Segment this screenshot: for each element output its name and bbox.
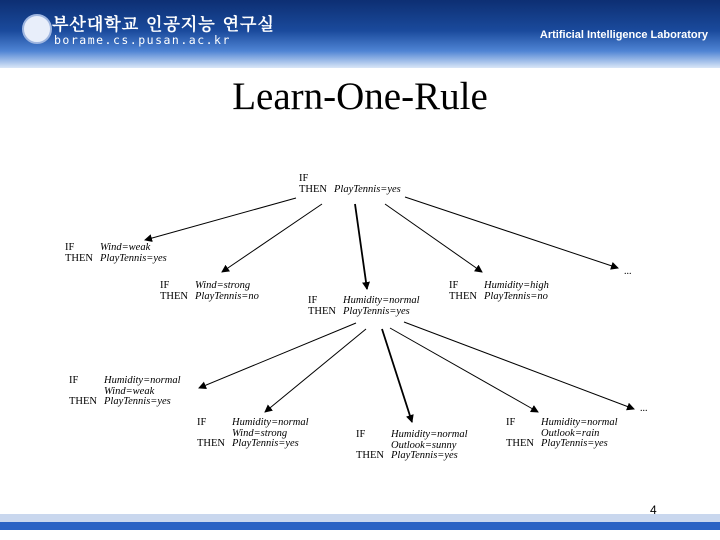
rule-node-hn-wind-strong: [197, 418, 309, 450]
footer-rule: [0, 514, 720, 522]
edge-hn-wind-weak: [199, 323, 356, 388]
rule-node-root: [299, 174, 401, 195]
edge-hn-wind-strong: [265, 329, 366, 412]
if-keyword: IF: [197, 417, 207, 428]
then-keyword: THEN: [299, 183, 327, 195]
rule-conclusion: PlayTennis=yes: [541, 438, 608, 449]
rule-conclusion: PlayTennis=no: [195, 290, 259, 302]
rule-condition: Wind=strong: [195, 280, 251, 291]
edge-root-more: [405, 197, 618, 268]
more-rules-ellipsis: ...: [640, 403, 648, 414]
page-number: 4: [650, 503, 657, 517]
edge-hn-outlook-rain: [390, 328, 538, 412]
rule-conclusion: PlayTennis=no: [484, 290, 548, 302]
then-keyword: THEN: [506, 438, 534, 449]
rule-condition: Humidity=normal: [541, 417, 618, 428]
rule-condition-extra: Outlook=rain: [541, 427, 600, 439]
rule-condition: Humidity=high: [484, 280, 549, 291]
rule-condition: Humidity=normal: [104, 375, 181, 386]
slide-title: Learn-One-Rule: [232, 75, 488, 118]
rule-node-hn-wind-weak: [69, 376, 181, 408]
if-keyword: IF: [65, 242, 75, 253]
university-name: 부산대학교 인공지능 연구실: [52, 15, 275, 35]
edge-hn-more: [404, 322, 634, 409]
if-keyword: IF: [69, 375, 79, 386]
rule-conclusion: PlayTennis=yes: [232, 438, 299, 449]
then-keyword: THEN: [308, 305, 336, 317]
if-keyword: IF: [299, 173, 309, 184]
if-keyword: IF: [160, 280, 170, 291]
more-rules-ellipsis: ...: [624, 266, 632, 277]
rule-condition: Humidity=normal: [343, 295, 420, 306]
rule-node-humidity-high: [449, 281, 549, 302]
rule-conclusion: PlayTennis=yes: [334, 183, 401, 195]
then-keyword: THEN: [69, 396, 97, 407]
if-keyword: IF: [449, 280, 459, 291]
rule-node-humidity-normal: [308, 296, 420, 317]
if-keyword: IF: [506, 417, 516, 428]
rule-conclusion: PlayTennis=yes: [104, 396, 171, 407]
rule-condition-extra: Outlook=sunny: [391, 439, 457, 451]
lab-name: Artificial Intelligence Laboratory: [539, 29, 708, 41]
rule-condition: Humidity=normal: [232, 417, 309, 428]
rule-condition: Wind=weak: [100, 242, 151, 253]
rule-node-wind-weak: [65, 243, 167, 264]
rule-node-hn-outlook-rain: [506, 418, 618, 450]
rule-node-hn-outlook-sunny: [356, 430, 468, 462]
then-keyword: THEN: [356, 450, 384, 461]
then-keyword: THEN: [449, 290, 477, 302]
if-keyword: IF: [308, 295, 318, 306]
if-keyword: IF: [356, 429, 366, 440]
footer-bar: [0, 522, 720, 530]
rule-condition: Humidity=normal: [391, 429, 468, 440]
then-keyword: THEN: [65, 252, 93, 264]
edge-root-humidity-high: [385, 204, 482, 272]
rule-condition-extra: Wind=strong: [232, 427, 288, 439]
edge-root-humidity-normal: [355, 204, 367, 289]
rule-conclusion: PlayTennis=yes: [100, 252, 167, 264]
university-url: borame.cs.pusan.ac.kr: [54, 33, 231, 47]
rule-conclusion: PlayTennis=yes: [343, 305, 410, 317]
edge-root-wind-weak: [145, 198, 296, 240]
rule-condition-extra: Wind=weak: [104, 385, 155, 397]
rule-node-wind-strong: [160, 281, 259, 302]
then-keyword: THEN: [160, 290, 188, 302]
rule-conclusion: PlayTennis=yes: [391, 450, 458, 461]
edge-hn-outlook-sunny: [382, 329, 412, 422]
then-keyword: THEN: [197, 438, 225, 449]
